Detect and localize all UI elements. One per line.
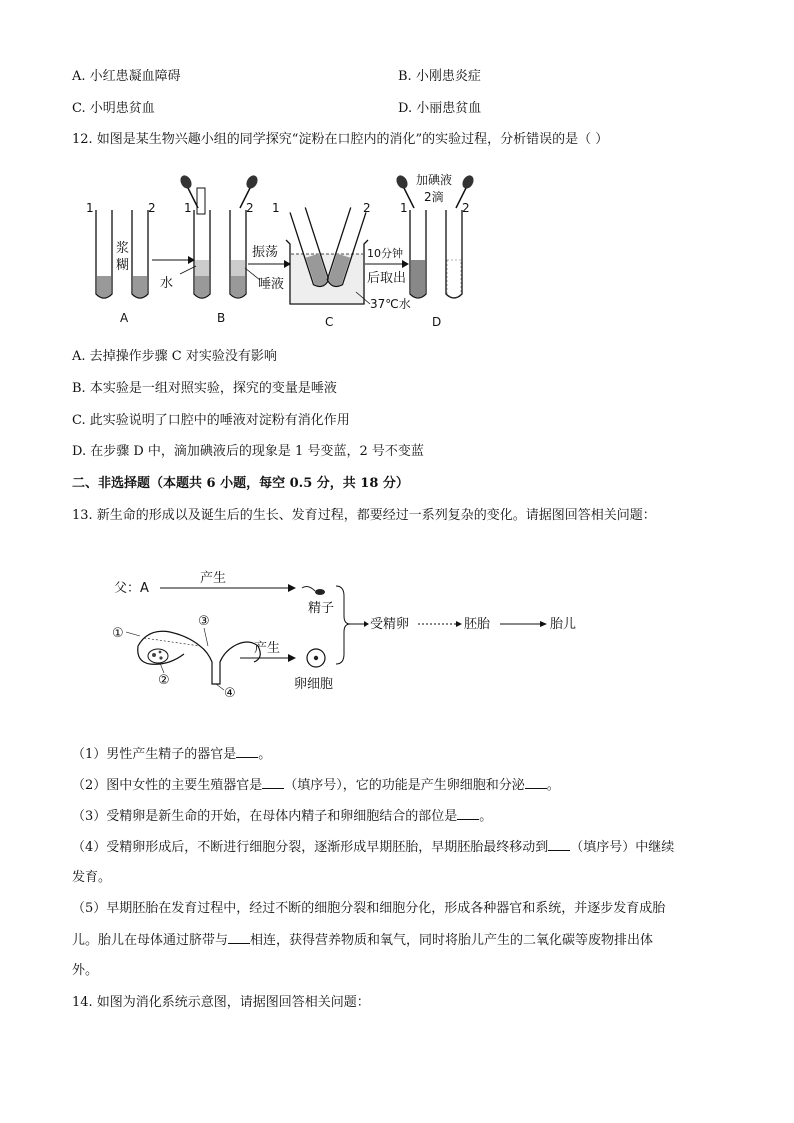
label-iodine-2: 2滴 [424,190,444,204]
q13-sub5-line2: 儿。胎儿在母体通过脐带与 相连，获得营养物质和氧气，同时将胎儿产生的二氧化碳等废物排出体 [72,933,654,948]
q12-option-b: B. 本实验是一组对照实验，探究的变量是唾液 [72,381,337,396]
question-14-stem: 14. 如图为消化系统示意图，请据图回答相关问题： [72,995,370,1010]
label-tube2-a: 2 [148,201,156,215]
tube-b1 [178,173,210,298]
q13-sub3: （3）受精卵是新生命的开始，在母体内精子和卵细胞结合的部位是 。 [72,809,493,824]
tube-b2 [230,173,260,298]
tube-d2 [446,173,476,298]
question-12-stem: 12. 如图是某生物兴趣小组的同学探究“淀粉在口腔内的消化”的实验过程，分析错误的是（ ） [72,132,609,147]
label-iodine-1: 加碘液 [416,173,453,187]
label-time-1: 10分钟 [367,247,403,260]
answer-blank[interactable] [525,776,547,789]
label-produce-1: 产生 [200,571,227,586]
tube-a1 [96,210,112,298]
label-paste-1: 浆 [116,241,130,256]
answer-blank[interactable] [236,745,258,758]
answer-blank[interactable] [262,776,284,789]
label-tube1-d: 1 [400,201,408,215]
label-tube1-a: 1 [86,201,94,215]
label-tube2-b: 2 [246,201,254,215]
fertilization-diagram [108,566,598,701]
option-c: C. 小明患贫血 [72,101,155,116]
label-tube2-d: 2 [462,201,470,215]
q13-sub5: （5）早期胚胎在发育过程中，经过不断的细胞分裂和细胞分化，形成各种器官和系统，并逐步发育成胎 [72,901,666,916]
option-d: D. 小丽患贫血 [398,101,482,116]
marker-1: ① [112,626,124,641]
tube-a2 [132,210,148,298]
answer-blank[interactable] [548,838,570,851]
marker-2: ② [158,673,170,688]
label-tube1-b: 1 [184,201,192,215]
label-water: 水 [160,276,174,291]
answer-blank[interactable] [457,807,479,820]
answer-blank[interactable] [228,931,250,944]
label-step-d: D [432,315,442,329]
q13-sub5-line3: 外。 [72,963,99,978]
label-time-2: 后取出 [367,271,407,286]
label-embryo: 胚胎 [464,617,491,632]
label-father: 父：A [114,581,149,596]
q12-option-c: C. 此实验说明了口腔中的唾液对淀粉有消化作用 [72,413,350,428]
q13-sub1: （1）男性产生精子的器官是 。 [72,747,272,762]
sperm-icon [302,587,325,595]
label-sperm: 精子 [308,601,335,616]
label-step-a: A [120,311,129,325]
option-a: A. 小红患凝血障碍 [72,69,181,84]
q13-sub4: （4）受精卵形成后，不断进行细胞分裂，逐渐形成早期胚胎，早期胚胎最终移动到 （填序号）中继续 [72,840,675,855]
label-zygote: 受精卵 [370,617,410,632]
marker-4: ④ [224,686,236,701]
q13-sub4-cont: 发育。 [72,870,112,885]
option-b: B. 小刚患炎症 [398,69,481,84]
label-step-c: C [325,315,334,329]
q12-option-d: D. 在步骤 D 中，滴加碘液后的现象是 1 号变蓝，2 号不变蓝 [72,444,424,459]
section-2-title: 二、非选择题（本题共 6 小题，每空 0.5 分，共 18 分） [72,476,409,491]
question-13-stem: 13. 新生命的形成以及诞生后的生长、发育过程，都要经过一系列复杂的变化。请据图回答相关问题： [72,508,656,523]
marker-3: ③ [198,614,210,629]
label-tube1-c: 1 [272,201,280,215]
q12-option-a: A. 去掉操作步骤 C 对实验没有影响 [72,349,277,364]
q13-sub2: （2）图中女性的主要生殖器官是 （填序号），它的功能是产生卵细胞和分泌 。 [72,778,560,793]
starch-digestion-experiment-figure [80,168,500,333]
label-water-temp: 37℃水 [370,297,411,311]
label-fetus: 胎儿 [550,617,577,632]
label-saliva: 唾液 [258,277,285,292]
label-produce-2: 产生 [254,641,281,656]
label-egg-cell: 卵细胞 [294,677,334,692]
label-step-b: B [217,311,226,325]
label-paste-2: 糊 [116,258,130,273]
beaker-c [286,207,368,304]
label-shake: 振荡 [252,245,279,260]
label-tube2-c: 2 [363,201,371,215]
egg-cell-icon [307,649,325,667]
